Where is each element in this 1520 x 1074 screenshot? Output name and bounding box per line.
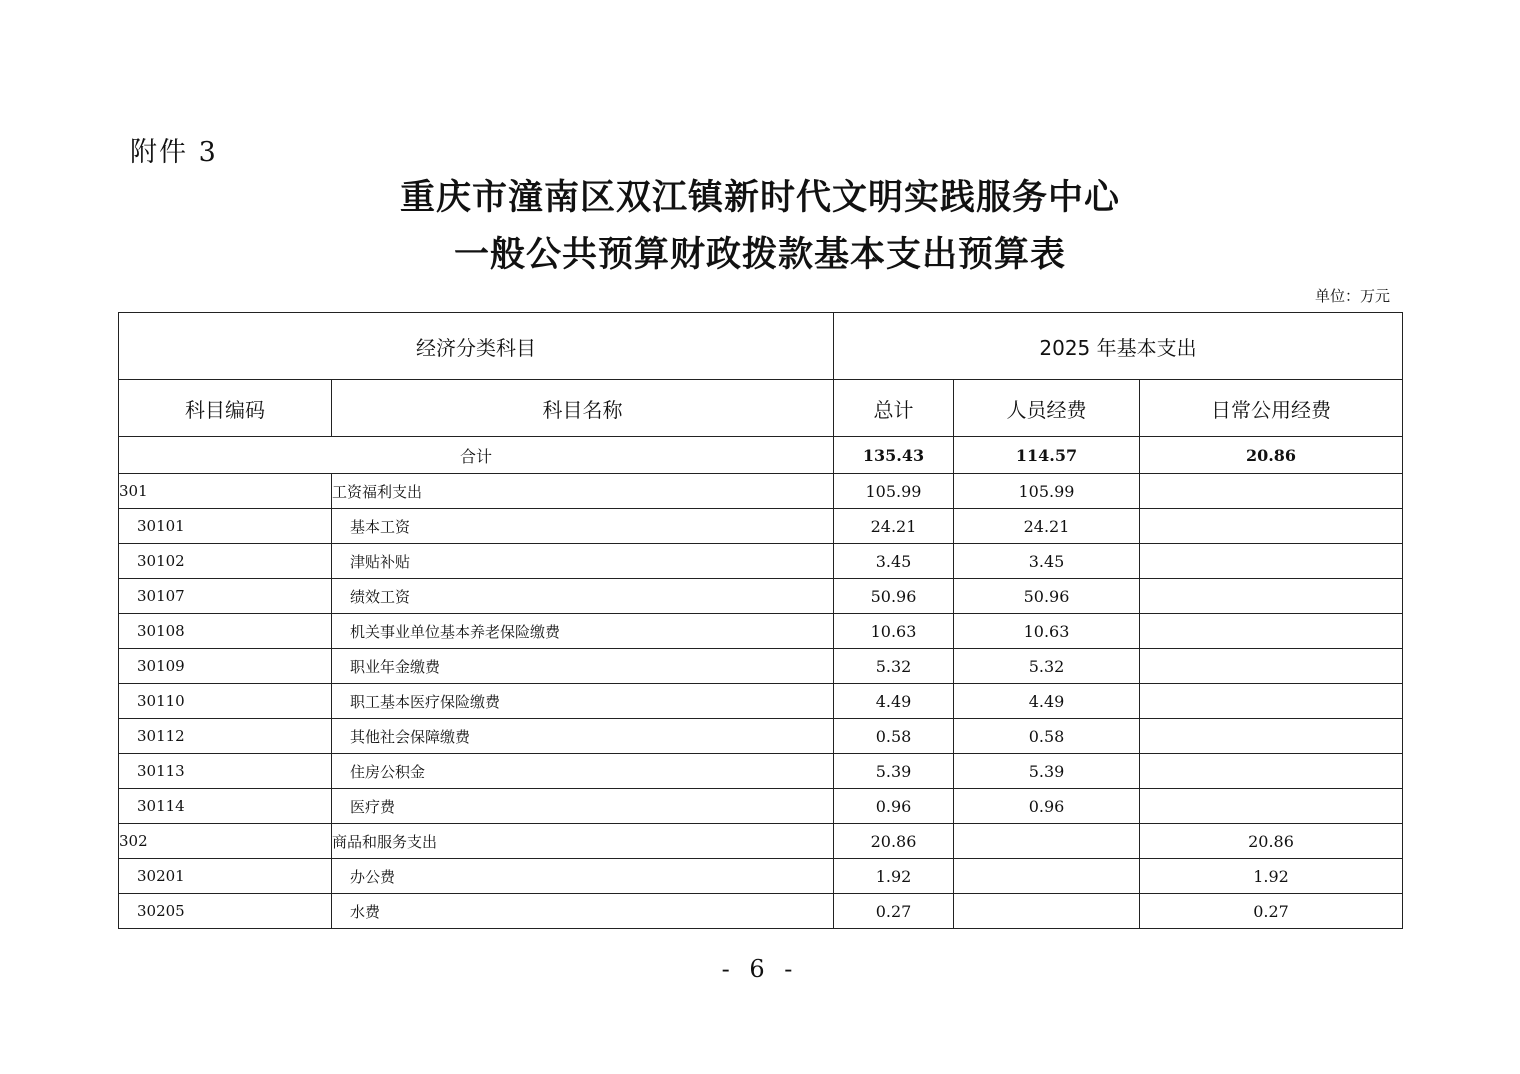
table-row [119,579,1403,614]
row-code: 301 [119,474,332,509]
sum-row [119,437,1403,474]
row-name: 商品和服务支出 [332,824,834,859]
row-name: 基本工资 [332,509,834,544]
row-public [1140,719,1403,754]
row-name: 医疗费 [332,789,834,824]
table-row [119,754,1403,789]
row-total: 0.27 [834,894,954,929]
row-code: 30112 [119,719,332,754]
row-total: 3.45 [834,544,954,579]
header-column-row [119,380,1403,437]
row-personnel: 50.96 [954,579,1140,614]
row-personnel: 4.49 [954,684,1140,719]
row-name: 职工基本医疗保险缴费 [332,684,834,719]
header-basic-expenditure-2025: 2025 年基本支出 [834,313,1403,380]
header-group-row [119,313,1403,380]
row-total: 20.86 [834,824,954,859]
table-row [119,719,1403,754]
table-row [119,474,1403,509]
table-row [119,789,1403,824]
row-name: 其他社会保障缴费 [332,719,834,754]
table-row [119,684,1403,719]
row-code: 302 [119,824,332,859]
table-row [119,894,1403,929]
row-code: 30205 [119,894,332,929]
sum-total: 135.43 [834,437,954,474]
document-title-line1: 重庆市潼南区双江镇新时代文明实践服务中心 [399,177,1120,218]
document-title-line2: 一般公共预算财政拨款基本支出预算表 [453,234,1066,275]
budget-table [118,312,1403,929]
row-personnel: 5.39 [954,754,1140,789]
row-name: 津贴补贴 [332,544,834,579]
row-code: 30101 [119,509,332,544]
row-name: 机关事业单位基本养老保险缴费 [332,614,834,649]
row-personnel: 24.21 [954,509,1140,544]
row-total: 1.92 [834,859,954,894]
row-public: 1.92 [1140,859,1403,894]
row-code: 30109 [119,649,332,684]
row-code: 30113 [119,754,332,789]
header-total: 总计 [834,380,954,437]
row-public [1140,474,1403,509]
attachment-label: 附件 3 [130,137,218,168]
row-personnel [954,824,1140,859]
row-total: 0.58 [834,719,954,754]
row-total: 5.39 [834,754,954,789]
row-code: 30108 [119,614,332,649]
row-public: 20.86 [1140,824,1403,859]
row-total: 24.21 [834,509,954,544]
row-personnel [954,894,1140,929]
table-row [119,544,1403,579]
row-public [1140,649,1403,684]
header-economic-classification: 经济分类科目 [119,313,834,380]
table-row [119,649,1403,684]
row-total: 105.99 [834,474,954,509]
row-public: 0.27 [1140,894,1403,929]
row-public [1140,684,1403,719]
row-public [1140,579,1403,614]
row-public [1140,614,1403,649]
header-subject-name: 科目名称 [332,380,834,437]
row-public [1140,544,1403,579]
row-personnel: 3.45 [954,544,1140,579]
sum-public: 20.86 [1140,437,1403,474]
row-name: 绩效工资 [332,579,834,614]
row-total: 4.49 [834,684,954,719]
row-code: 30110 [119,684,332,719]
row-code: 30114 [119,789,332,824]
unit-label: 单位：万元 [1314,287,1390,305]
row-name: 办公费 [332,859,834,894]
row-name: 工资福利支出 [332,474,834,509]
row-name: 住房公积金 [332,754,834,789]
row-personnel [954,859,1140,894]
row-name: 水费 [332,894,834,929]
row-personnel: 0.58 [954,719,1140,754]
row-personnel: 0.96 [954,789,1140,824]
page-number: - 6 - [721,955,799,983]
row-total: 10.63 [834,614,954,649]
row-code: 30201 [119,859,332,894]
row-total: 50.96 [834,579,954,614]
table-row [119,614,1403,649]
row-public [1140,754,1403,789]
header-subject-code: 科目编码 [119,380,332,437]
row-name: 职业年金缴费 [332,649,834,684]
row-public [1140,789,1403,824]
row-personnel: 10.63 [954,614,1140,649]
row-personnel: 105.99 [954,474,1140,509]
row-code: 30102 [119,544,332,579]
row-personnel: 5.32 [954,649,1140,684]
table-row [119,824,1403,859]
sum-label: 合计 [119,437,834,474]
header-personnel-expense: 人员经费 [954,380,1140,437]
table-row [119,509,1403,544]
header-public-expense: 日常公用经费 [1140,380,1403,437]
row-public [1140,509,1403,544]
row-total: 0.96 [834,789,954,824]
table-row [119,859,1403,894]
row-total: 5.32 [834,649,954,684]
row-code: 30107 [119,579,332,614]
sum-personnel: 114.57 [954,437,1140,474]
